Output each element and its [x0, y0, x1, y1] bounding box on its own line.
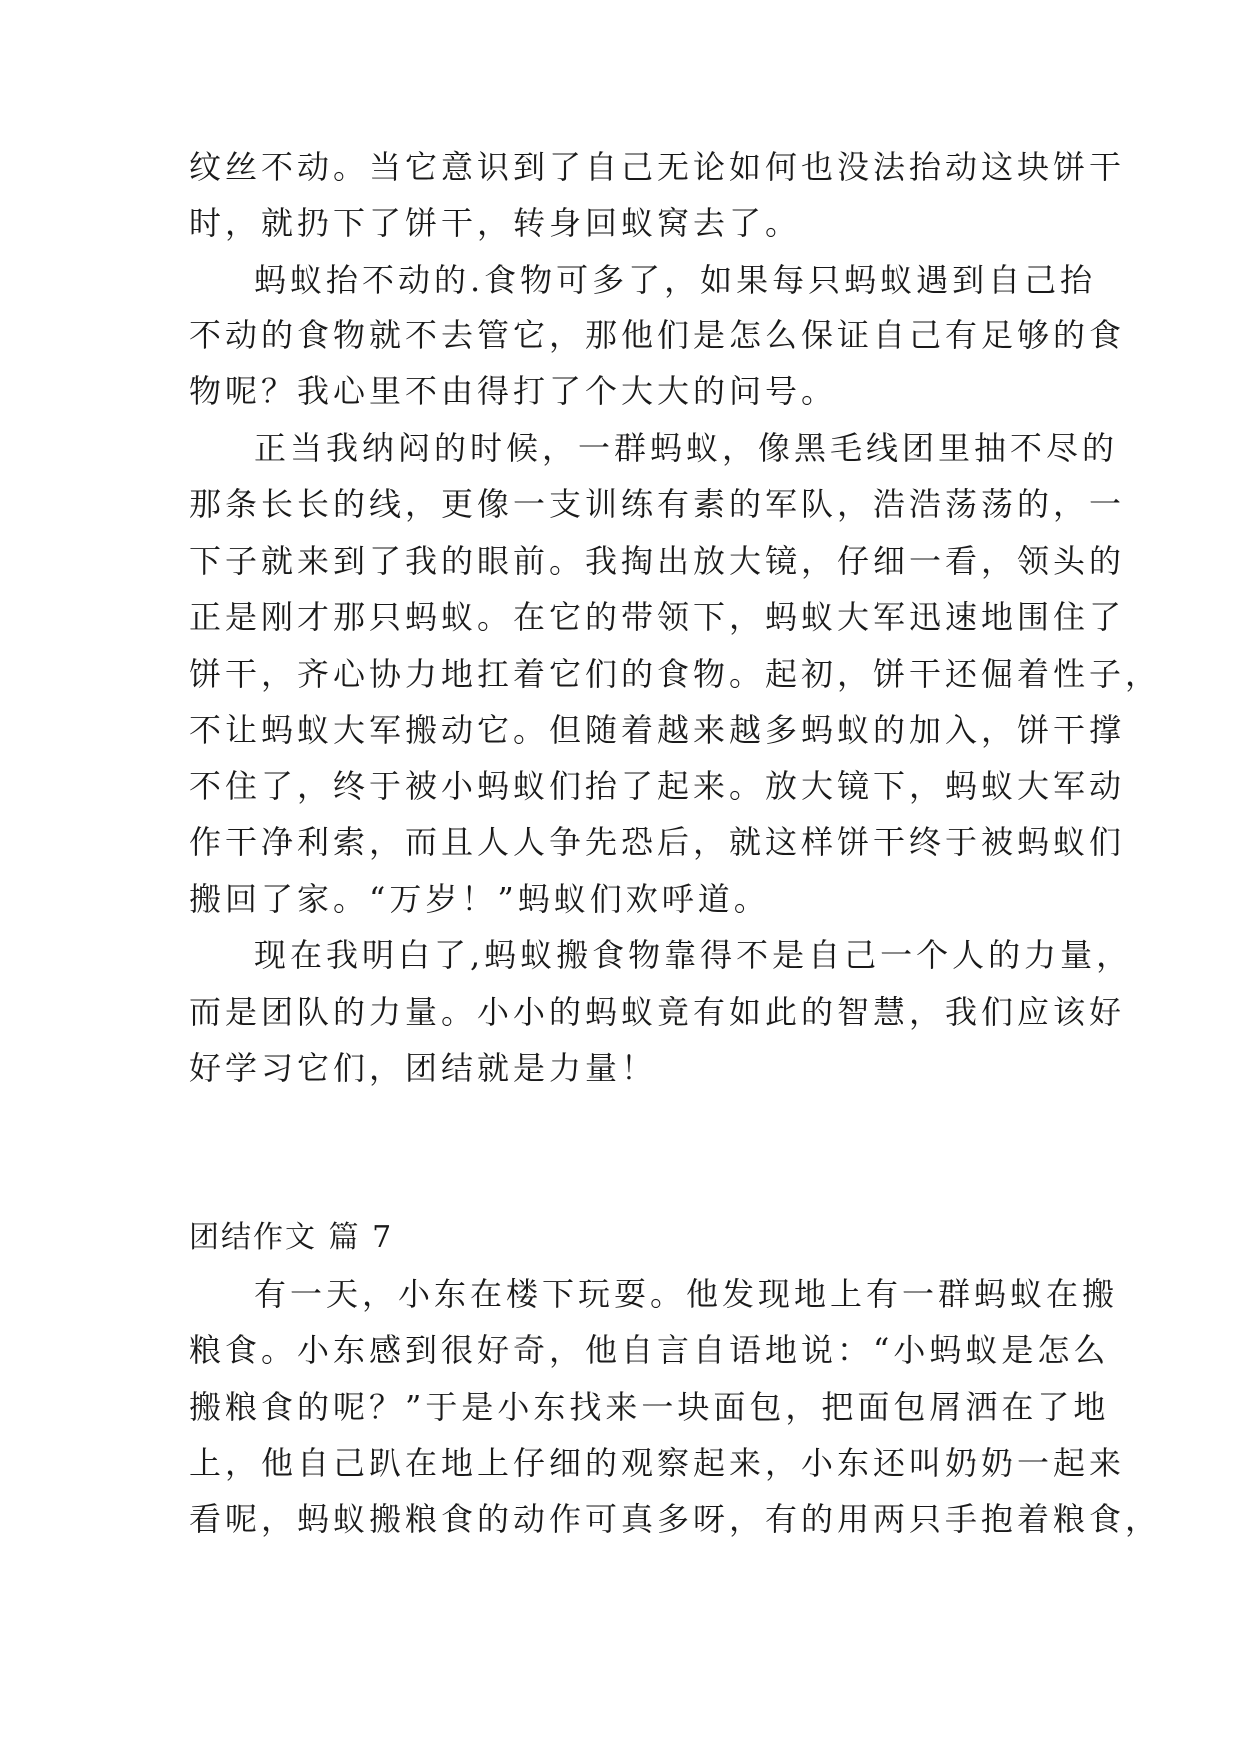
text-line: 不让蚂蚁大军搬动它。但随着越来越多蚂蚁的加入，饼干撑: [189, 711, 1126, 749]
text-line: 不住了，终于被小蚂蚁们抬了起来。放大镜下，蚂蚁大军动: [189, 767, 1126, 805]
section-heading: 团结作文 篇 7: [189, 1220, 394, 1255]
text-line: 粮食。小东感到很好奇，他自言自语地说：“小蚂蚁是怎么: [189, 1331, 1110, 1369]
text-line: 纹丝不动。当它意识到了自己无论如何也没法抬动这块饼干: [189, 148, 1126, 186]
text-line: 上，他自己趴在地上仔细的观察起来，小东还叫奶奶一起来: [189, 1444, 1126, 1482]
text-line: 看呢，蚂蚁搬粮食的动作可真多呀，有的用两只手抱着粮食，: [189, 1500, 1162, 1538]
text-line: 物呢？我心里不由得打了个大大的问号。: [189, 372, 838, 410]
text-line: 好学习它们，团结就是力量！: [189, 1049, 658, 1087]
text-line: 不动的食物就不去管它，那他们是怎么保证自己有足够的食: [189, 316, 1126, 354]
text-line: 饼干，齐心协力地扛着它们的食物。起初，饼干还倔着性子，: [189, 655, 1162, 693]
text-line: 作干净利索，而且人人争先恐后，就这样饼干终于被蚂蚁们: [189, 823, 1126, 861]
text-line: 蚂蚁抬不动的.食物可多了，如果每只蚂蚁遇到自己抬: [254, 261, 1097, 299]
text-line: 现在我明白了,蚂蚁搬食物靠得不是自己一个人的力量，: [254, 936, 1133, 974]
text-line: 搬粮食的呢？”于是小东找来一块面包，把面包屑洒在了地: [189, 1388, 1110, 1426]
text-line: 下子就来到了我的眼前。我掏出放大镜，仔细一看，领头的: [189, 542, 1126, 580]
text-line: 时，就扔下了饼干，转身回蚁窝去了。: [189, 204, 802, 242]
text-line: 正是刚才那只蚂蚁。在它的带领下，蚂蚁大军迅速地围住了: [189, 598, 1126, 636]
text-line: 而是团队的力量。小小的蚂蚁竟有如此的智慧，我们应该好: [189, 993, 1126, 1031]
text-line: 搬回了家。“万岁！”蚂蚁们欢呼道。: [189, 880, 770, 918]
text-line: 正当我纳闷的时候，一群蚂蚁，像黑毛线团里抽不尽的: [254, 429, 1119, 467]
text-line: 有一天，小东在楼下玩耍。他发现地上有一群蚂蚁在搬: [254, 1275, 1119, 1313]
text-line: 那条长长的线，更像一支训练有素的军队，浩浩荡荡的，一: [189, 485, 1126, 523]
